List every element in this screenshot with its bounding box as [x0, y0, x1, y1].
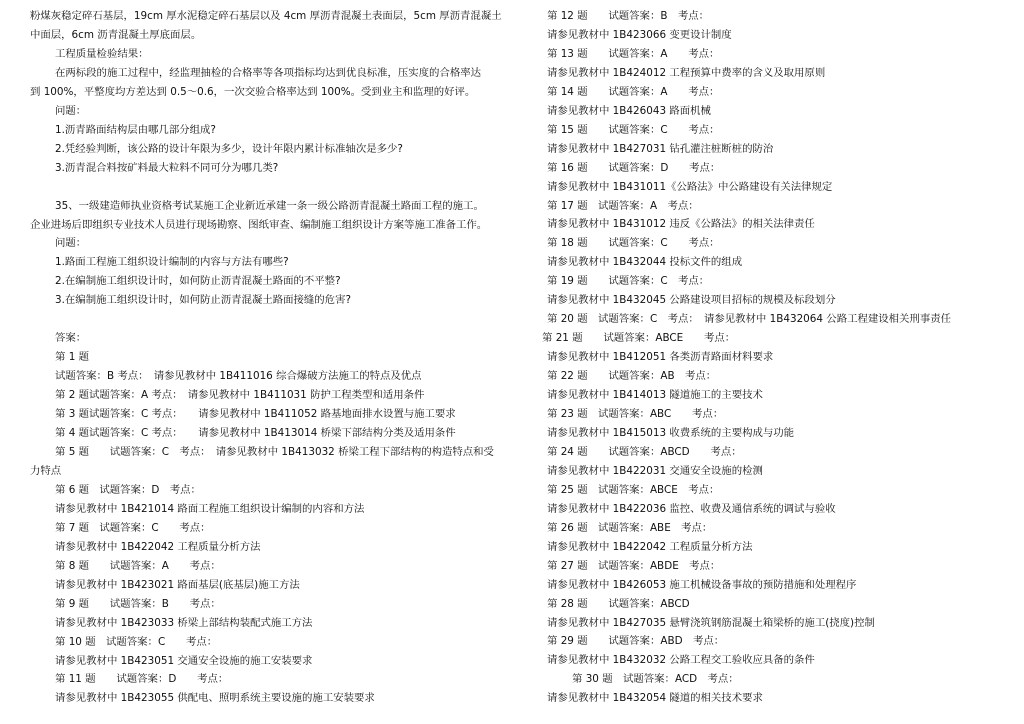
left-text-line: 35、一级建造师执业资格考试某施工企业新近承建一条一级公路沥青混凝土路面工程的施工。	[55, 199, 484, 212]
left-text-line: 1.路面工程施工组织设计编制的内容与方法有哪些?	[55, 256, 289, 269]
right-text-line: 第 13 题 试题答案：A 考点：	[547, 47, 720, 60]
right-text-line: 请参见教材中 1B427031 钻孔灌注桩断桩的防治	[547, 142, 774, 155]
left-text-line: 第 3 题试题答案：C 考点： 请参见教材中 1B411052 路基地面排水设置与施工要求	[55, 408, 456, 421]
right-text-line: 请参见教材中 1B432032 公路工程交工验收应具备的条件	[547, 654, 815, 667]
left-text-line: 力特点	[30, 464, 62, 477]
left-text-line: 问题：	[55, 104, 87, 117]
right-text-line: 请参见教材中 1B426043 路面机械	[547, 104, 711, 117]
left-text-line: 2.凭经验判断，该公路的设计年限为多少，设计年限内累计标准轴次是多少?	[55, 142, 403, 155]
right-text-line: 请参见教材中 1B432045 公路建设项目招标的规模及标段划分	[547, 294, 836, 307]
left-text-line: 请参见教材中 1B421014 路面工程施工组织设计编制的内容和方法	[55, 502, 365, 515]
left-column	[30, 7, 508, 708]
left-text-line: 请参见教材中 1B423055 供配电、照明系统主要设施的施工安装要求	[55, 692, 375, 705]
left-text-line: 第 6 题 试题答案：D 考点：	[55, 483, 201, 496]
right-text-line: 第 19 题 试题答案：C 考点：	[547, 275, 710, 288]
left-text-line: 请参见教材中 1B423033 桥梁上部结构装配式施工方法	[55, 616, 313, 629]
left-text-line: 请参见教材中 1B423051 交通安全设施的施工安装要求	[55, 654, 313, 667]
right-text-line: 请参见教材中 1B431012 违反《公路法》的相关法律责任	[547, 218, 815, 231]
left-text-line: 答案：	[55, 332, 87, 345]
left-text-line: 第 4 题试题答案：C 考点： 请参见教材中 1B413014 桥梁下部结构分类及适用条件	[55, 427, 456, 440]
right-text-line: 第 26 题 试题答案：ABE 考点：	[547, 521, 713, 534]
right-text-line: 第 17 题 试题答案：A 考点：	[547, 199, 699, 212]
left-text-line: 中面层，6cm 沥青混凝土厚底面层。	[30, 28, 202, 41]
left-text-line: 第 1 题	[55, 351, 89, 364]
left-text-line: 第 7 题 试题答案：C 考点：	[55, 521, 211, 534]
left-text-line: 第 10 题 试题答案：C 考点：	[55, 635, 218, 648]
right-text-line: 第 18 题 试题答案：C 考点：	[547, 237, 720, 250]
left-text-line: 问题：	[55, 237, 87, 250]
right-text-line: 请参见教材中 1B432044 投标文件的组成	[547, 256, 743, 269]
left-text-line	[30, 310, 508, 329]
right-text-line: 请参见教材中 1B412051 各类沥青路面材料要求	[547, 351, 774, 364]
right-text-line: 第 12 题 试题答案：B 考点：	[547, 10, 710, 22]
left-text-line: 2.在编制施工组织设计时，如何防止沥青混凝土路面的不平整?	[55, 275, 341, 288]
right-text-line: 第 30 题 试题答案：ACD 考点：	[572, 673, 739, 686]
left-text-line: 3.在编制施工组织设计时，如何防止沥青混凝土路面接缝的危害?	[55, 294, 351, 307]
left-text-line: 工程质量检验结果：	[55, 47, 149, 60]
left-text-line: 第 2 题试题答案：A 考点： 请参见教材中 1B411031 防护工程类型和适用条件	[55, 389, 425, 402]
left-text-line: 第 11 题 试题答案：D 考点：	[55, 673, 229, 686]
right-text-line: 第 28 题 试题答案：ABCD	[547, 597, 690, 610]
right-text-line: 请参见教材中 1B423066 变更设计制度	[547, 28, 732, 41]
right-text-line: 第 29 题 试题答案：ABD 考点：	[547, 635, 725, 648]
left-text-line: 第 9 题 试题答案：B 考点：	[55, 597, 221, 610]
right-text-line: 请参见教材中 1B424012 工程预算中费率的含义及取用原则	[547, 66, 826, 79]
right-text-line: 第 23 题 试题答案：ABC 考点：	[547, 408, 724, 421]
right-text-line: 请参见教材中 1B422036 监控、收费及通信系统的调试与验收	[547, 502, 836, 515]
left-text-line: 粉煤灰稳定碎石基层，19cm 厚水泥稳定碎石基层以及 4cm 厚沥青混凝土表面层，5cm 厚沥青混凝土	[30, 10, 502, 22]
right-text-line: 第 25 题 试题答案：ABCE 考点：	[547, 483, 720, 496]
right-text-line: 请参见教材中 1B415013 收费系统的主要构成与功能	[547, 426, 795, 439]
right-column	[542, 7, 1007, 708]
right-text-line: 第 22 题 试题答案：AB 考点：	[547, 370, 717, 383]
right-text-line: 请参见教材中 1B426053 施工机械设备事故的预防措施和处理程序	[547, 578, 857, 591]
right-text-line: 请参见教材中 1B432054 隧道的相关技术要求	[547, 692, 763, 705]
left-text-line: 第 8 题 试题答案：A 考点：	[55, 559, 221, 572]
left-text-line: 请参见教材中 1B423021 路面基层(底基层)施工方法	[55, 578, 300, 591]
right-text-line: 第 27 题 试题答案：ABDE 考点：	[547, 559, 721, 572]
right-text-line: 请参见教材中 1B422042 工程质量分析方法	[547, 540, 753, 553]
left-text-line: 试题答案：B 考点： 请参见教材中 1B411016 综合爆破方法施工的特点及优点	[55, 370, 422, 383]
right-text-line: 第 21 题 试题答案：ABCE 考点：	[542, 332, 736, 345]
right-text-line: 请参见教材中 1B431011《公路法》中公路建设有关法律规定	[547, 180, 833, 193]
right-text-line: 请参见教材中 1B427035 悬臂浇筑钢筋混凝土箱梁桥的施工(挠度)控制	[547, 616, 875, 629]
left-text-line: 到 100%，平整度均方差达到 0.5～0.6，一次交验合格率达到 100%。受到业主和监理的好评。	[30, 85, 476, 98]
left-text-line: 第 5 题 试题答案：C 考点： 请参见教材中 1B413032 桥梁工程下部结构的构造特点和受	[55, 446, 494, 459]
left-text-line: 请参见教材中 1B422042 工程质量分析方法	[55, 540, 261, 553]
left-text-line	[30, 178, 508, 197]
left-text-line: 3.沥青混合料按矿料最大粒料不同可分为哪几类?	[55, 161, 279, 174]
right-text-line: 第 15 题 试题答案：C 考点：	[547, 123, 720, 136]
left-text-line: 在两标段的施工过程中，经监理抽检的合格率等各项指标均达到优良标准，压实度的合格率达	[55, 66, 482, 79]
right-text-line: 第 24 题 试题答案：ABCD 考点：	[547, 445, 742, 458]
right-text-line: 请参见教材中 1B422031 交通安全设施的检测	[547, 464, 763, 477]
right-text-line: 第 14 题 试题答案：A 考点：	[547, 85, 720, 98]
left-text-line: 企业进场后即组织专业技术人员进行现场勘察、图纸审查、编制施工组织设计方案等施工准备工作。	[30, 218, 488, 231]
right-text-line: 请参见教材中 1B414013 隧道施工的主要技术	[547, 389, 763, 402]
right-text-line: 第 20 题 试题答案：C 考点： 请参见教材中 1B432064 公路工程建设相关刑事责任	[547, 313, 951, 326]
left-text-line: 1.沥青路面结构层由哪几部分组成?	[55, 123, 216, 136]
right-text-line: 第 16 题 试题答案：D 考点：	[547, 161, 721, 174]
